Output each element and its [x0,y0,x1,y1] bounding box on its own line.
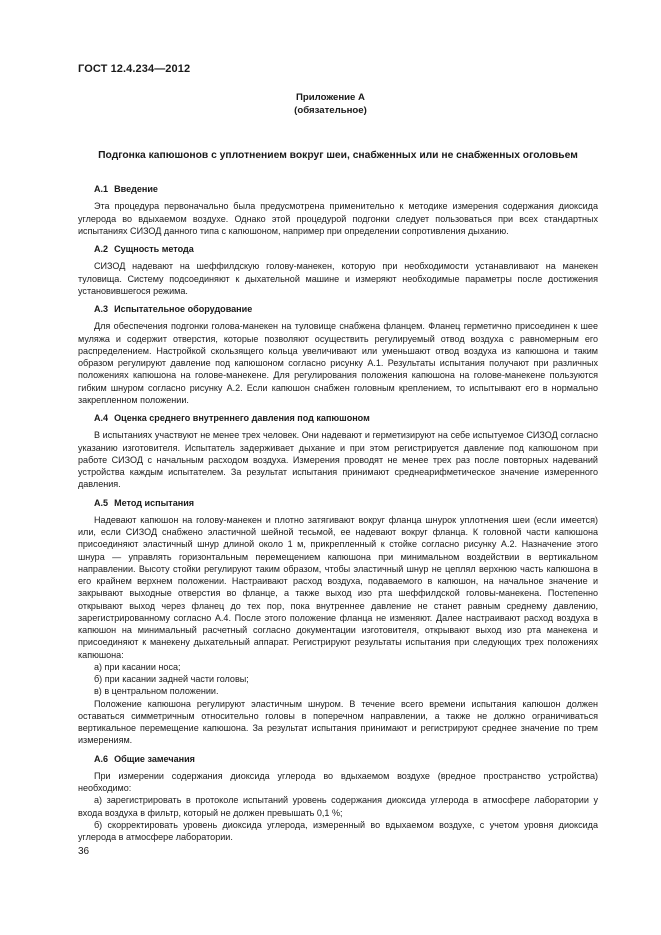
paragraph: В испытаниях участвуют не менее трех человек. Они надевают и герметизируют на себе испытуемое СИЗОД согласно указанию изготовителя. Испытатель задерживает дыхание и при этом регистрируется давление под капюшоном при работе СИЗОД с начальным расходом воздуха. Измерения проводят не менее трех раз после повторных надеваний устройства каждым испытателем. За результат испытания принимают среднеарифметическое значение измеренного давления. [78,430,598,490]
section-heading-a1 [78,183,598,195]
section-title: Метод испытания [114,497,195,508]
section-heading-a4 [78,412,598,424]
paragraph: а) зарегистрировать в протоколе испытаний уровень содержания диоксида углерода в атмосфере лаборатории у входа воздуха в фильтр, который не должен превышать 0,1 %; [78,795,598,818]
section-number: А.3 [94,304,109,314]
paragraph: Для обеспечения подгонки голова-манекен на туловище снабжена фланцем. Фланец герметично присоединен к шее муляжа и содержит отверстия, которые позволяют осуществить регулируемый отвод воздуха с равномерным его распределением. Настройкой скользящего кольца увеличивают или уменьшают отвод воздуха из капюшона и таким образом регулируют давление под капюшоном согласно рисунку А.1. Результаты испытания получают при различных положениях капюшона на голове-манекене. Для регулирования положения капюшона на голове-манекене пользуются гибким шнуром согласно рисунку А.2. Если капюшон снабжен головным креплением, то испытывают его в нормально закрепленном положении. [78,321,598,405]
section-number: А.2 [94,244,109,254]
appendix-title: Приложение А [296,92,365,103]
section-heading-a5 [78,497,598,509]
appendix-status: (обязательное) [294,105,367,116]
section-title: Испытательное оборудование [114,304,253,314]
section-number: А.1 [94,184,109,194]
section-number: А.4 [94,413,109,423]
document-title: Подгонка капюшонов с уплотнением вокруг шеи, снабженных или не снабженных оголовьем [98,150,578,161]
list-item: а) при касании носа; [94,661,181,672]
paragraph: СИЗОД надевают на шеффилдскую голову-манекен, которую при необходимости устанавливают на манекен туловища. Систему подсоединяют к дыхательной машине и измеряют необходимые параметры после достижения установившегося режима. [78,261,598,296]
paragraph: Положение капюшона регулируют эластичным шнуром. В течение всего времени испытания капюшон должен оставаться симметричным относительно головы в поперечном направлении, а также не должно ограничиваться вертикальное перемещение капюшона. За результат испытания принимают и регистрируют среднее значение по трем измерениям. [78,698,598,746]
section-title: Введение [114,184,158,194]
section-title: Сущность метода [114,244,194,254]
section-heading-a6 [78,753,598,765]
paragraph: Надевают капюшон на голову-манекен и плотно затягивают вокруг фланца шнурок уплотнения шеи (если имеется) или, если СИЗОД снабжено эластичной шейной тесьмой, ее надевают вокруг фланца. К головной части капюшона присоединяют эластичный шнур длиной около 1 м, прикрепленный к стойке согласно рисунку А.2. Назначение этого шнура — управлять горизонтальным перемещением капюшона при минимальном воздействии в вертикальном направлении. Высоту стойки регулируют таким образом, чтобы эластичный шнур не цеплял верхнюю часть капюшона в его крайнем верхнем положении. Настраивают расход воздуха, подаваемого в капюшон, на начальное значение и закрывают выходные отверстия во фланце, а также выход изо рта шеффилдской головы-манекена. Постепенно открывают выход через фланец до тех пор, пока внутреннее давление не станет равным среднему давлению, зарегистрированному согласно А.4. После этого положение фланца не изменяют. Далее настраивают расход воздуха в капюшон на минимальный расчетный согласно документации изготовителя, открывают выход изо рта манекена и присоединяют к манекену дыхательный аппарат. Регистрируют результаты испытания при следующих трех положениях капюшона: [78,514,598,660]
section-number: А.5 [94,497,109,508]
paragraph: При измерении содержания диоксида углерода во вдыхаемом воздухе (вредное пространство устройства) необходимо: [78,770,598,793]
section-title: Общие замечания [114,753,195,764]
list-item: в) в центральном положении. [94,686,219,697]
section-number: А.6 [94,753,109,764]
section-heading-a3 [78,303,598,315]
paragraph: б) скорректировать уровень диоксида углерода, измеренный во вдыхаемом воздухе, с учетом уровня диоксида углерода в атмосфере лаборатории. [78,819,598,842]
section-title: Оценка среднего внутреннего давления под капюшоном [114,413,370,423]
section-heading-a2 [78,243,598,255]
document-body [78,183,598,843]
standard-header: ГОСТ 12.4.234—2012 [78,63,191,75]
paragraph: Эта процедура первоначально была предусмотрена применительно к методике измерения содержания диоксида углерода во вдыхаемом воздухе. Однако этой процедурой подгонки следует пользоваться при всех стандартных испытаниях СИЗОД данного типа с капюшоном, например при определении сопротивления дыханию. [78,201,598,236]
page-number: 36 [78,846,90,857]
list-item: б) при касании задней части головы; [94,674,249,684]
